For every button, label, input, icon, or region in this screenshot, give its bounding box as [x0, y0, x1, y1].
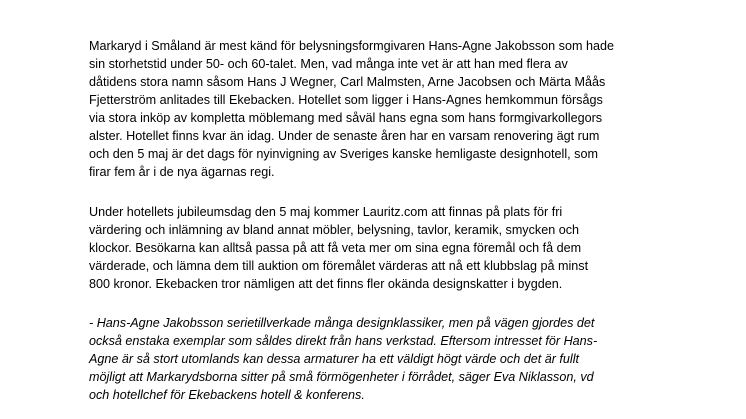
text-line: Agne är så stort utomlands kan dessa armaturer ha ett väldigt högt värde och det är fullt: [89, 352, 580, 366]
text-line: möjligt att Markarydsborna sitter på små förmögenheter i förrådet, säger Eva Niklasson, vd: [89, 370, 594, 384]
text-line: värderade, och lämna dem till auktion om föremålet värderas att nå ett klubbslag på minst: [89, 259, 589, 273]
text-line: Markaryd i Småland är mest känd för belysningsformgivaren Hans-Agne Jakobsson som hade: [89, 39, 614, 53]
text-line: Under hotellets jubileumsdag den 5 maj kommer Lauritz.com att finnas på plats för fri: [89, 205, 563, 219]
text-line: Fjetterström anlitades till Ekebacken. Hotellet som ligger i Hans-Agnes hemkommun försågs: [89, 93, 603, 107]
text-line: sin storhetstid under 50- och 60-talet. Men, vad många inte vet är att han med flera av: [89, 57, 568, 71]
text-line: också enstaka exemplar som såldes direkt från hans verkstad. Eftersom intresset för Hans-: [89, 334, 598, 348]
text-line: firar fem år i de nya ägarnas regi.: [89, 165, 275, 179]
text-line: dåtidens stora namn såsom Hans J Wegner, Carl Malmsten, Arne Jacobsen och Märta Måås: [89, 75, 606, 89]
text-line: alster. Hotellet finns kvar än idag. Under de senaste åren har en varsam renovering ägt rum: [89, 129, 600, 143]
paragraph-jubilee-day: [89, 203, 689, 293]
paragraph-history: [89, 37, 689, 181]
text-line: och hotellchef för Ekebackens hotell & konferens.: [89, 388, 365, 402]
text-line: värdering och inlämning av bland annat möbler, belysning, tavlor, keramik, smycken och: [89, 223, 580, 237]
text-line: via stora inköp av kompletta möblemang med såväl hans egna som hans formgivarkollegors: [89, 111, 603, 125]
text-line: 800 kronor. Ekebacken tror nämligen att det finns fler okända designskatter i bygden.: [89, 277, 563, 291]
text-line: klockor. Besökarna kan alltså passa på att få veta mer om sina egna föremål och få dem: [89, 241, 582, 255]
text-line: och den 5 maj är det dags för nyinvigning av Sveriges kanske hemligaste designhotell, som: [89, 147, 598, 161]
text-line: - Hans-Agne Jakobsson serietillverkade många designklassiker, men på vägen gjordes det: [89, 316, 595, 330]
paragraph-quote: [89, 314, 689, 404]
